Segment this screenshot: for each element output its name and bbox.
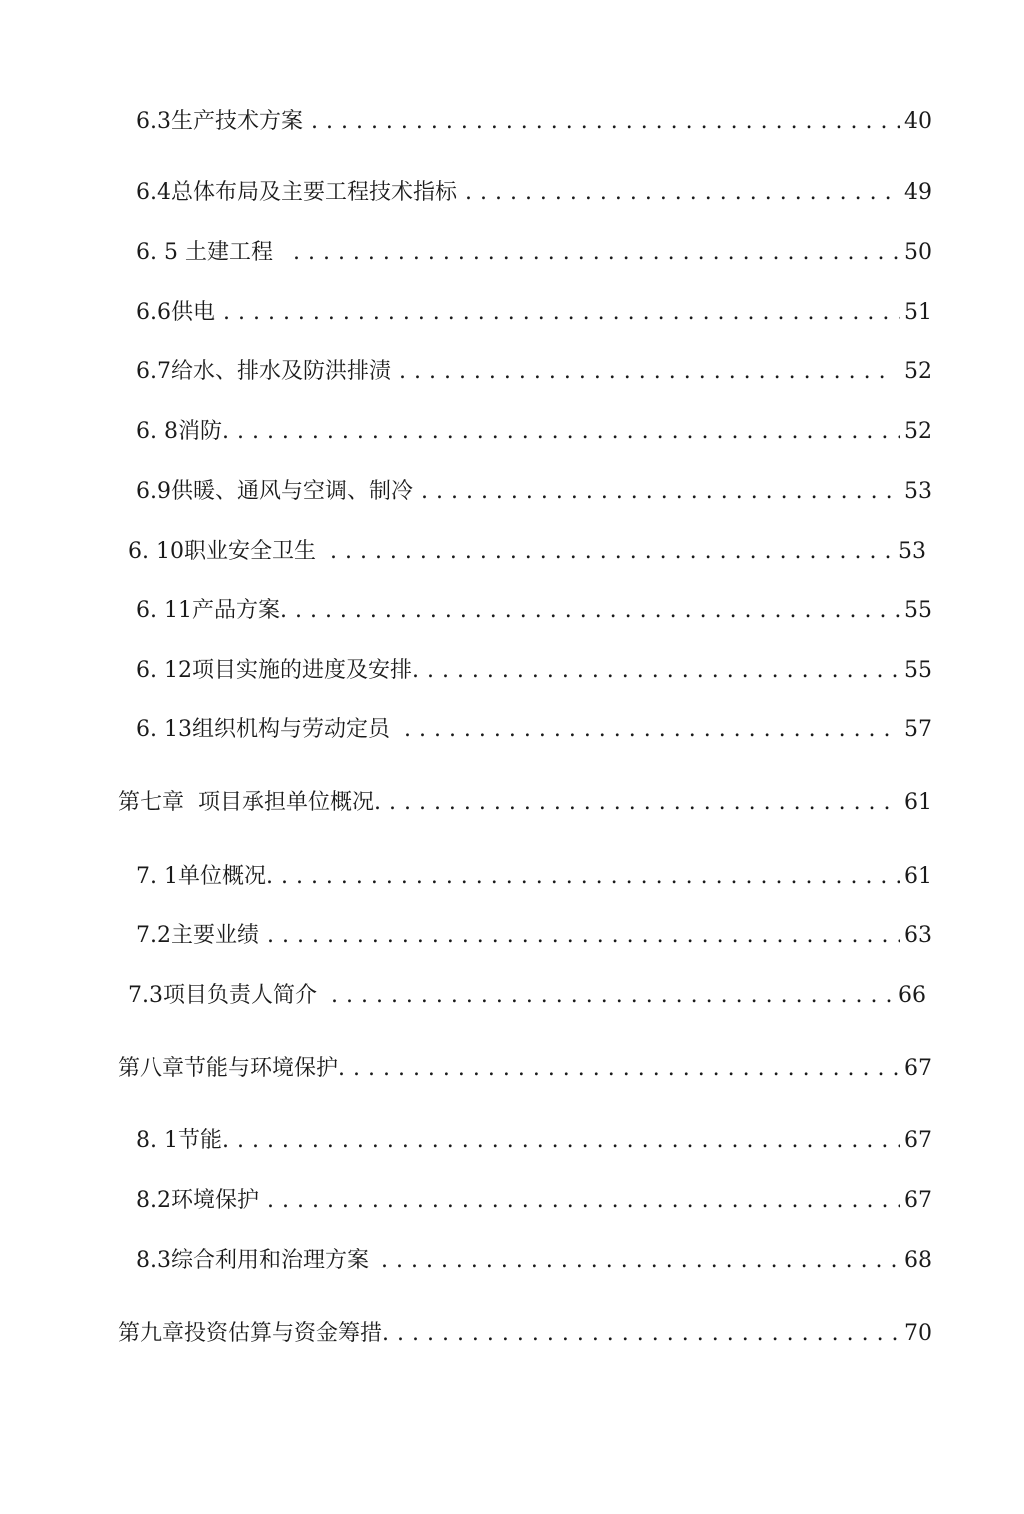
toc-entry-title: 第七章 项目承担单位概况 bbox=[118, 790, 374, 815]
toc-entry-page: 66 bbox=[898, 983, 926, 1008]
toc-entry-6-8[interactable] bbox=[136, 417, 932, 447]
toc-dot-leader bbox=[293, 238, 900, 268]
toc-entry-title: 7.3项目负责人简介 bbox=[128, 983, 317, 1008]
toc-entry-page: 50 bbox=[904, 240, 932, 265]
toc-entry-page: 53 bbox=[898, 539, 926, 564]
toc-dot-leader bbox=[331, 981, 894, 1011]
toc-entry-title: 6.9供暖、通风与空调、制冷 bbox=[136, 479, 413, 504]
toc-dot-leader bbox=[330, 537, 894, 567]
toc-dot-leader bbox=[222, 1126, 900, 1156]
toc-entry-8-1[interactable] bbox=[136, 1126, 932, 1156]
toc-entry-title: 6. 10职业安全卫生 bbox=[128, 539, 316, 564]
toc-entry-7-3[interactable] bbox=[128, 981, 926, 1011]
toc-entry-page: 55 bbox=[904, 598, 932, 623]
toc-entry-8-2[interactable] bbox=[136, 1186, 932, 1216]
toc-dot-leader bbox=[266, 862, 900, 892]
toc-entry-page: 40 bbox=[904, 109, 932, 134]
toc-entry-title: 6. 5 土建工程 bbox=[136, 240, 273, 265]
toc-entry-page: 68 bbox=[904, 1248, 932, 1273]
toc-entry-chapter-7[interactable] bbox=[118, 788, 932, 818]
toc-dot-leader bbox=[412, 656, 900, 686]
toc-entry-page: 70 bbox=[904, 1321, 932, 1346]
toc-entry-6-5[interactable] bbox=[136, 238, 932, 268]
toc-entry-title: 6.6供电 bbox=[136, 300, 215, 325]
toc-entry-page: 57 bbox=[904, 717, 932, 742]
toc-entry-8-3[interactable] bbox=[136, 1246, 932, 1276]
toc-entry-page: 52 bbox=[904, 419, 932, 444]
toc-entry-page: 61 bbox=[904, 790, 932, 815]
toc-entry-7-2[interactable] bbox=[136, 921, 932, 951]
toc-dot-leader bbox=[404, 715, 900, 745]
toc-entry-title: 6.7给水、排水及防洪排渍 bbox=[136, 359, 391, 384]
toc-entry-page: 49 bbox=[904, 180, 932, 205]
toc-entry-6-10[interactable] bbox=[128, 537, 926, 567]
toc-entry-title: 7.2主要业绩 bbox=[136, 923, 259, 948]
toc-entry-title: 6. 13组织机构与劳动定员 bbox=[136, 717, 390, 742]
toc-entry-page: 67 bbox=[904, 1128, 932, 1153]
toc-dot-leader bbox=[280, 596, 900, 626]
toc-dot-leader bbox=[223, 298, 900, 328]
toc-entry-page: 51 bbox=[904, 300, 932, 325]
toc-entry-6-7[interactable] bbox=[136, 357, 932, 387]
toc-dot-leader bbox=[399, 357, 886, 387]
toc-entry-page: 67 bbox=[904, 1188, 932, 1213]
toc-entry-title: 6. 12项目实施的进度及安排 bbox=[136, 658, 412, 683]
toc-entry-7-1[interactable] bbox=[136, 862, 932, 892]
toc-dot-leader bbox=[382, 1319, 900, 1349]
toc-entry-page: 61 bbox=[904, 864, 932, 889]
toc-entry-chapter-9[interactable] bbox=[118, 1319, 932, 1349]
toc-entry-title: 8.2环境保护 bbox=[136, 1188, 259, 1213]
toc-entry-6-6[interactable] bbox=[136, 298, 932, 328]
toc-entry-page: 55 bbox=[904, 658, 932, 683]
toc-entry-6-4[interactable] bbox=[136, 178, 932, 208]
toc-entry-6-11[interactable] bbox=[136, 596, 932, 626]
toc-entry-6-12[interactable] bbox=[136, 656, 932, 686]
toc-dot-leader bbox=[267, 921, 900, 951]
toc-entry-title: 6.3生产技术方案 bbox=[136, 109, 303, 134]
toc-entry-title: 8. 1节能 bbox=[136, 1128, 222, 1153]
toc-entry-title: 8.3综合利用和治理方案 bbox=[136, 1248, 369, 1273]
toc-dot-leader bbox=[267, 1186, 900, 1216]
toc-entry-title: 6. 11产品方案 bbox=[136, 598, 280, 623]
toc-entry-page: 53 bbox=[904, 479, 932, 504]
toc-entry-chapter-8[interactable] bbox=[118, 1054, 932, 1084]
toc-entry-6-13[interactable] bbox=[136, 715, 932, 745]
toc-entry-page: 63 bbox=[904, 923, 932, 948]
toc-entry-title: 7. 1单位概况 bbox=[136, 864, 266, 889]
toc-entry-title: 6.4总体布局及主要工程技术指标 bbox=[136, 180, 457, 205]
toc-entry-page: 67 bbox=[904, 1056, 932, 1081]
toc-entry-6-9[interactable] bbox=[136, 477, 932, 507]
toc-entry-6-3[interactable] bbox=[136, 107, 932, 137]
toc-dot-leader bbox=[374, 788, 900, 818]
toc-entry-title: 第九章投资估算与资金筹措 bbox=[118, 1321, 383, 1346]
toc-entry-title: 6. 8消防 bbox=[136, 419, 222, 444]
toc-dot-leader bbox=[421, 477, 900, 507]
toc-entry-page: 52 bbox=[904, 359, 932, 384]
toc-dot-leader bbox=[338, 1054, 900, 1084]
toc-dot-leader bbox=[311, 107, 900, 137]
toc-dot-leader bbox=[381, 1246, 900, 1276]
toc-dot-leader bbox=[222, 417, 900, 447]
toc-dot-leader bbox=[465, 178, 900, 208]
toc-entry-title: 第八章节能与环境保护 bbox=[118, 1056, 339, 1081]
